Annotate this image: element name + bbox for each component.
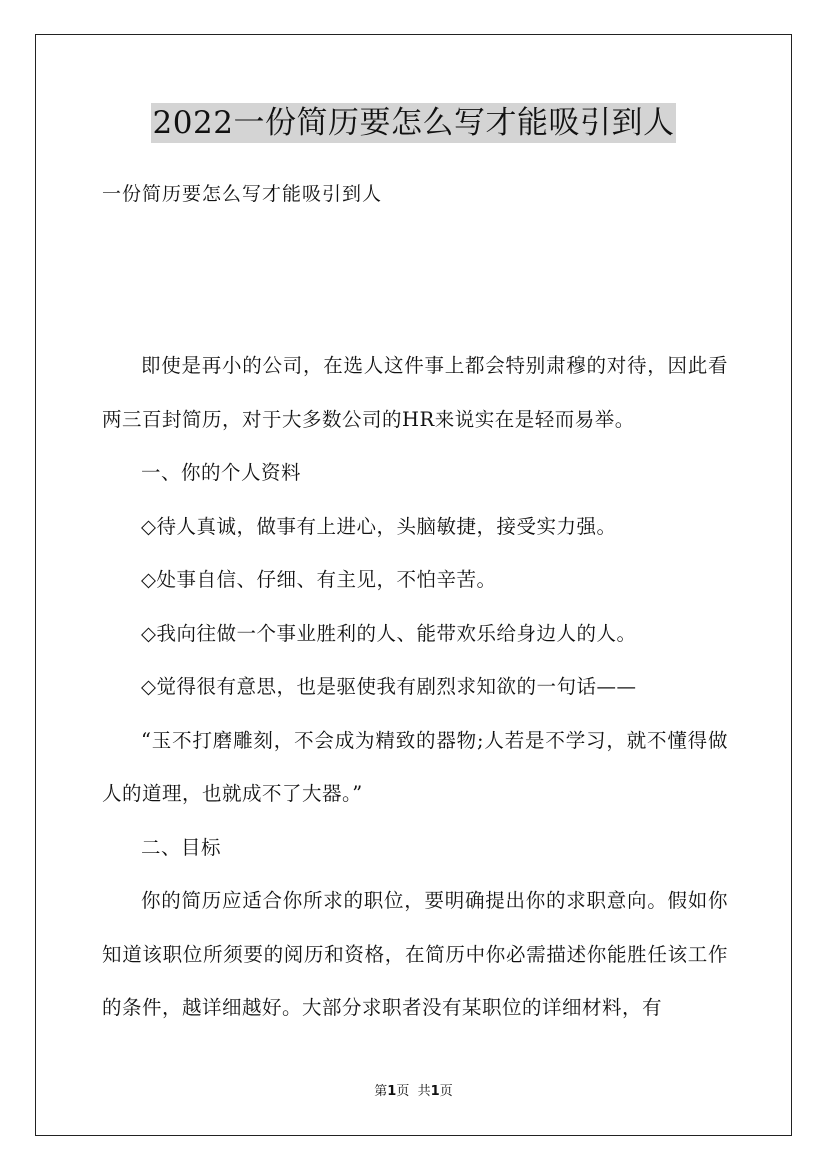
- document-subtitle: 一份简历要怎么写才能吸引到人: [102, 183, 383, 205]
- paragraph-goal: 你的简历应适合你所求的职位，要明确提出你的求职意向。假如你知道该职位所须要的阅历和资格，在简历中你必需描述你能胜任该工作的条件，越详细越好。大部分求职者没有某职位的详细材料，有: [102, 889, 728, 1019]
- page-suffix: 页: [396, 1084, 410, 1099]
- total-prefix: 共: [417, 1084, 431, 1099]
- bullet-item: ◇觉得很有意思，也是驱使我有剧烈求知欲的一句话——: [141, 675, 637, 698]
- paragraph-intro: 即使是再小的公司，在选人这件事上都会特别肃穆的对待，因此看两三百封简历，对于大多数公司的HR来说实在是轻而易举。: [102, 354, 728, 431]
- total-suffix: 页: [439, 1084, 453, 1099]
- total-pages: 1: [430, 1084, 440, 1099]
- document-title: 2022一份简历要怎么写才能吸引到人: [152, 105, 675, 141]
- document-body: [102, 339, 728, 1035]
- bullet-item: ◇待人真诚，做事有上进心，头脑敏捷，接受实力强。: [141, 514, 617, 538]
- bullet-item: ◇处事自信、仔细、有主见，不怕辛苦。: [141, 568, 497, 591]
- document-title-wrapper: [0, 103, 827, 143]
- section-heading-personal-info: 一、你的个人资料: [141, 461, 302, 484]
- page-number: 1: [387, 1084, 397, 1099]
- page-prefix: 第: [374, 1084, 388, 1099]
- section-heading-goal: 二、目标: [141, 835, 222, 859]
- page-footer: [0, 1083, 827, 1101]
- bullet-item: ◇我向往做一个事业胜利的人、能带欢乐给身边人的人。: [141, 621, 637, 645]
- quote-paragraph: “玉不打磨雕刻，不会成为精致的器物;人若是不学习，就不懂得做人的道理，也就成不了大器。”: [102, 728, 728, 805]
